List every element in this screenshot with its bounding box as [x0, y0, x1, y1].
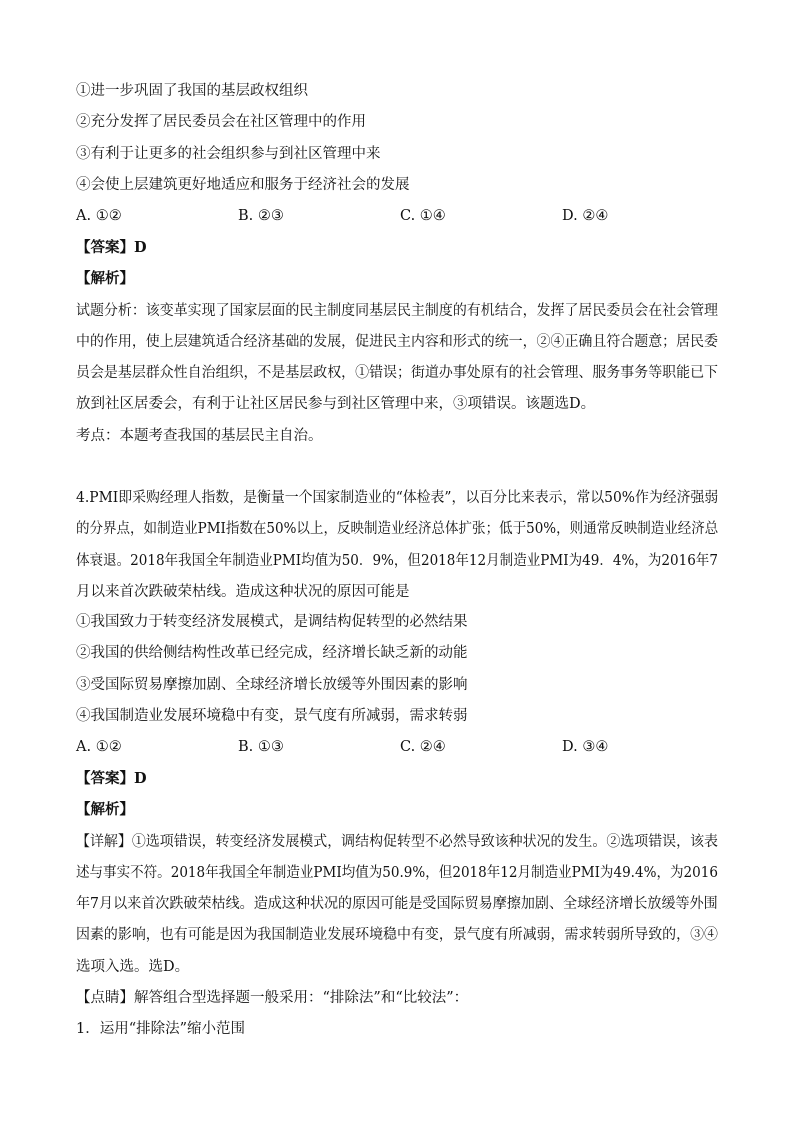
q3-analysis-line-2: 中的作用，使上层建筑适合经济基础的发展，促进民主内容和形式的统一，②④正确且符合题意；居民委 [76, 334, 718, 350]
q4-statement-3: ③受国际贸易摩擦加剧、全球经济增长放缓等外围因素的影响 [76, 677, 468, 693]
q4-analysis-label: 【解析】 [76, 801, 134, 818]
q4-option-a: A. ①② [76, 739, 122, 755]
q4-stem-line-4: 月以来首次跌破荣枯线。造成这种状况的原因可能是 [76, 584, 410, 600]
q4-detail-line-4: 因素的影响，也有可能是因为我国制造业发展环境稳中有变，景气度有所减弱，需求转弱所导致的，③④ [76, 927, 718, 943]
q3-statement-3: ③有利于让更多的社会组织参与到社区管理中来 [76, 146, 381, 162]
q4-stem-line-3: 体衰退。2018年我国全年制造业PMI均值为50．9%，但2018年12月制造业PMI为49．4%，为2016年7 [76, 553, 718, 569]
q4-statement-4: ④我国制造业发展环境稳中有变，景气度有所减弱，需求转弱 [76, 708, 468, 724]
q3-analysis-line-1: 试题分析：该变革实现了国家层面的民主制度同基层民主制度的有机结合，发挥了居民委员会在社会管理 [76, 303, 718, 319]
q3-option-c: C. ①④ [400, 208, 446, 224]
q3-option-a: A. ①② [76, 208, 122, 224]
q4-option-d: D. ③④ [562, 739, 609, 755]
q4-detail-line-1: 【详解】①选项错误，转变经济发展模式，调结构促转型不必然导致该种状况的发生。②选项错误，该表 [76, 834, 718, 850]
q4-detail-line-5: 选项入选。选D。 [76, 959, 190, 975]
q3-statement-2: ②充分发挥了居民委员会在社区管理中的作用 [76, 114, 366, 130]
q3-analysis-label: 【解析】 [76, 270, 134, 287]
q4-detail-line-3: 年7月以来首次跌破荣枯线。造成这种状况的原因可能是受国际贸易摩擦加剧、全球经济增长放缓等外围 [76, 896, 718, 912]
q3-analysis-line-3: 员会是基层群众性自治组织，不是基层政权，①错误；街道办事处原有的社会管理、服务事务等职能已下 [76, 365, 718, 381]
q3-option-d: D. ②④ [562, 208, 609, 224]
q4-tips: 【点睛】解答组合型选择题一般采用：“排除法”和“比较法”： [76, 990, 469, 1006]
q4-detail-line-2: 述与事实不符。2018年我国全年制造业PMI均值为50.9%，但2018年12月制造业PMI为49.4%，为2016 [76, 865, 718, 881]
q3-statement-4: ④会使上层建筑更好地适应和服务于经济社会的发展 [76, 177, 410, 193]
q4-statement-2: ②我国的供给侧结构性改革已经完成，经济增长缺乏新的动能 [76, 645, 468, 661]
q4-stem-line-1: 4.PMI即采购经理人指数，是衡量一个国家制造业的“体检表”，以百分比来表示，常以50%作为经济强弱 [76, 490, 719, 506]
q4-option-b: B. ①③ [238, 739, 284, 755]
q4-stem-line-2: 的分界点，如制造业PMI指数在50%以上，反映制造业经济总体扩张；低于50%，则通常反映制造业经济总 [76, 521, 719, 537]
q4-options [76, 737, 716, 757]
q4-option-c: C. ②④ [400, 739, 446, 755]
q3-options [76, 206, 716, 226]
q3-kaodian: 考点：本题考查我国的基层民主自治。 [76, 428, 323, 444]
q3-analysis-line-4: 放到社区居委会，有利于让社区居民参与到社区管理中来，③项错误。该题选D。 [76, 396, 596, 412]
q4-tip-1: 1．运用“排除法”缩小范围 [76, 1021, 246, 1037]
q3-answer: 【答案】D [76, 239, 147, 256]
q3-option-b: B. ②③ [238, 208, 284, 224]
q4-statement-1: ①我国致力于转变经济发展模式，是调结构促转型的必然结果 [76, 614, 468, 630]
q3-statement-1: ①进一步巩固了我国的基层政权组织 [76, 83, 308, 99]
q4-answer: 【答案】D [76, 770, 147, 787]
